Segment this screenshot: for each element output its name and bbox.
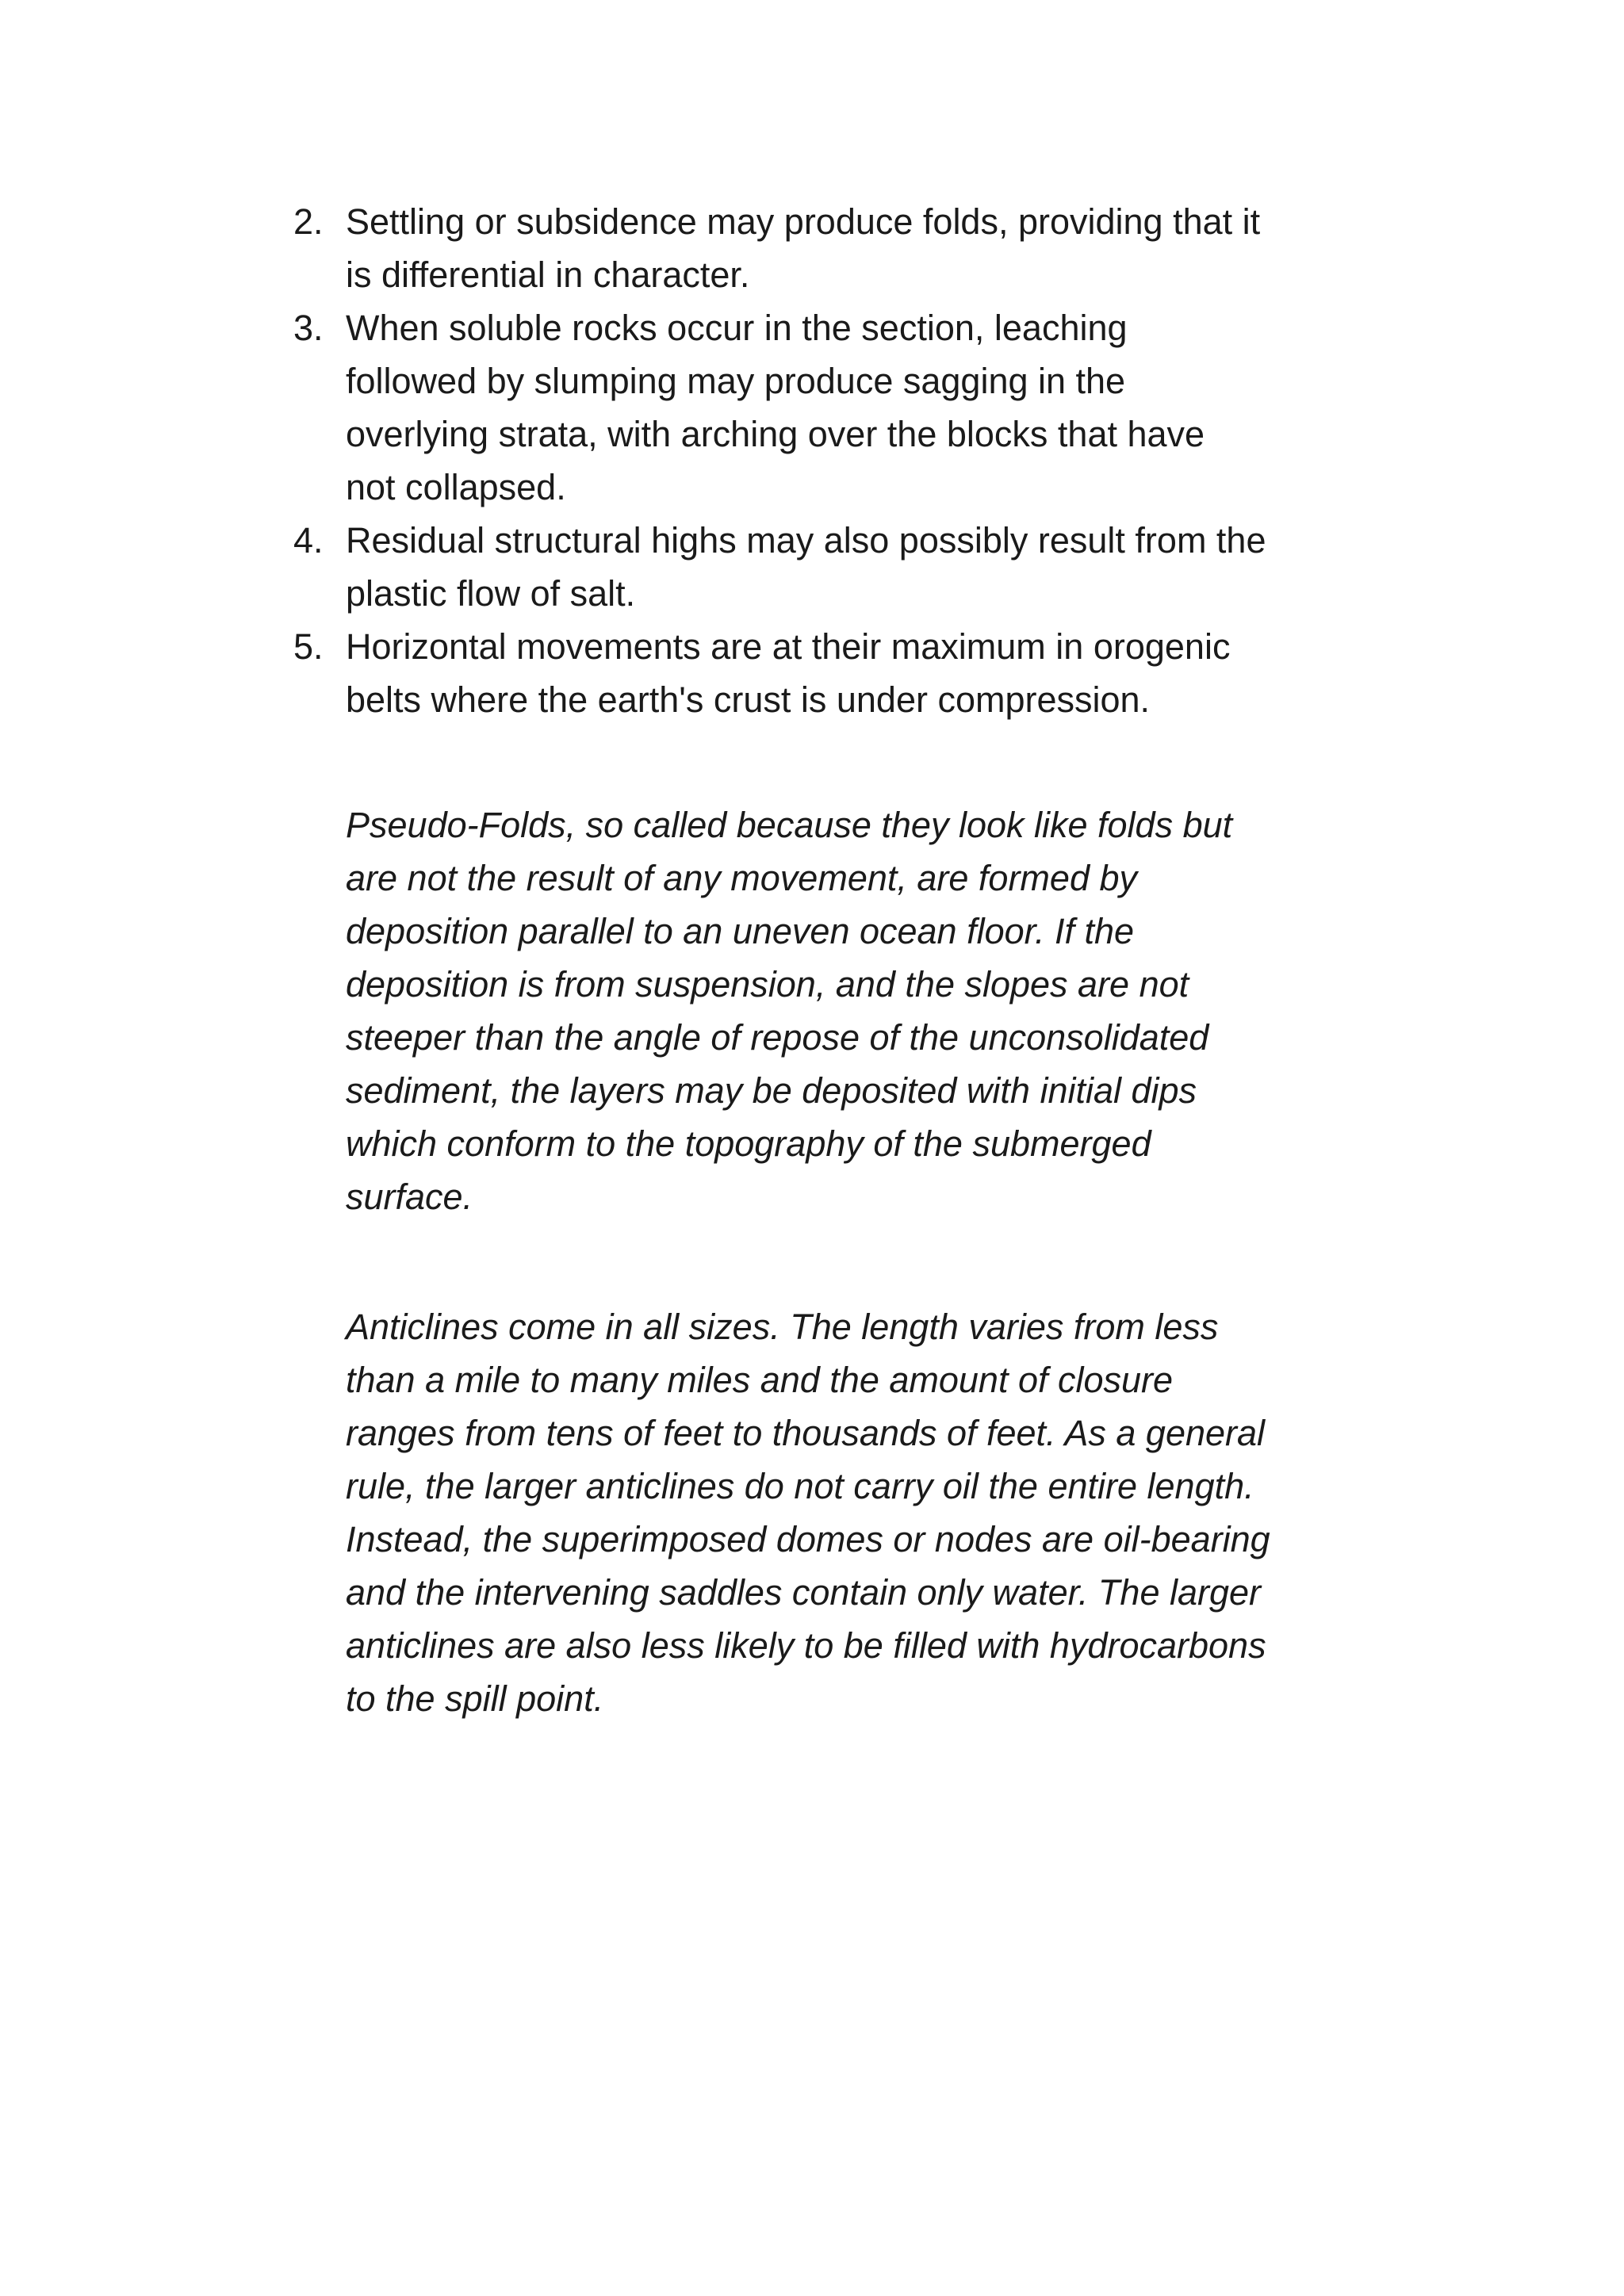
paragraph-line: ranges from tens of feet to thousands of feet. As a general: [346, 1413, 1266, 1453]
paragraph-line: are not the result of any movement, are formed by: [346, 858, 1137, 898]
paragraph-line: Instead, the superimposed domes or nodes are oil-bearing: [346, 1519, 1270, 1559]
item-text-line: belts where the earth's crust is under compression.: [346, 679, 1151, 720]
item-text-line: When soluble rocks occur in the section, leaching: [346, 308, 1128, 348]
item-text-line: overlying strata, with arching over the blocks that have: [346, 414, 1205, 454]
item-text-line: is differential in character.: [346, 254, 750, 295]
item-number: 3.: [293, 308, 324, 348]
item-number: 4.: [293, 520, 324, 561]
list-item-4: [293, 514, 1396, 620]
list-item-2: [293, 195, 1396, 301]
paragraph-line: sediment, the layers may be deposited with initial dips: [346, 1070, 1197, 1111]
paragraph-line: rule, the larger anticlines do not carry oil the entire length.: [346, 1466, 1254, 1506]
item-number: 5.: [293, 626, 324, 667]
paragraph-line: steeper than the angle of repose of the unconsolidated: [346, 1017, 1209, 1058]
paragraph-line: which conform to the topography of the submerged: [346, 1123, 1151, 1164]
pseudo-folds-paragraph: [346, 798, 1400, 1223]
paragraph-line: deposition parallel to an uneven ocean floor. If the: [346, 911, 1135, 951]
paragraph-line: deposition is from suspension, and the slopes are not: [346, 964, 1189, 1004]
list-item-3: [293, 301, 1396, 514]
paragraph-line: Pseudo-Folds, so called because they look like folds but: [346, 805, 1233, 845]
paragraph-line: surface.: [346, 1177, 473, 1217]
list-item-5: [293, 620, 1396, 726]
item-text-line: Residual structural highs may also possibly result from the: [346, 520, 1266, 561]
item-text-line: Settling or subsidence may produce folds, providing that it: [346, 201, 1261, 242]
numbered-list: [293, 195, 1396, 726]
paragraph-line: anticlines are also less likely to be filled with hydrocarbons: [346, 1625, 1266, 1666]
item-text-line: Horizontal movements are at their maximum in orogenic: [346, 626, 1231, 667]
paragraph-line: to the spill point.: [346, 1678, 604, 1719]
paragraph-line: and the intervening saddles contain only water. The larger: [346, 1572, 1262, 1613]
paragraph-line: than a mile to many miles and the amount of closure: [346, 1360, 1174, 1400]
item-text-line: not collapsed.: [346, 467, 566, 507]
anticlines-paragraph: [346, 1300, 1400, 1725]
item-text-line: followed by slumping may produce sagging in the: [346, 361, 1126, 401]
item-text-line: plastic flow of salt.: [346, 573, 636, 614]
item-number: 2.: [293, 201, 324, 242]
paragraph-line: Anticlines come in all sizes. The length varies from less: [346, 1307, 1219, 1347]
